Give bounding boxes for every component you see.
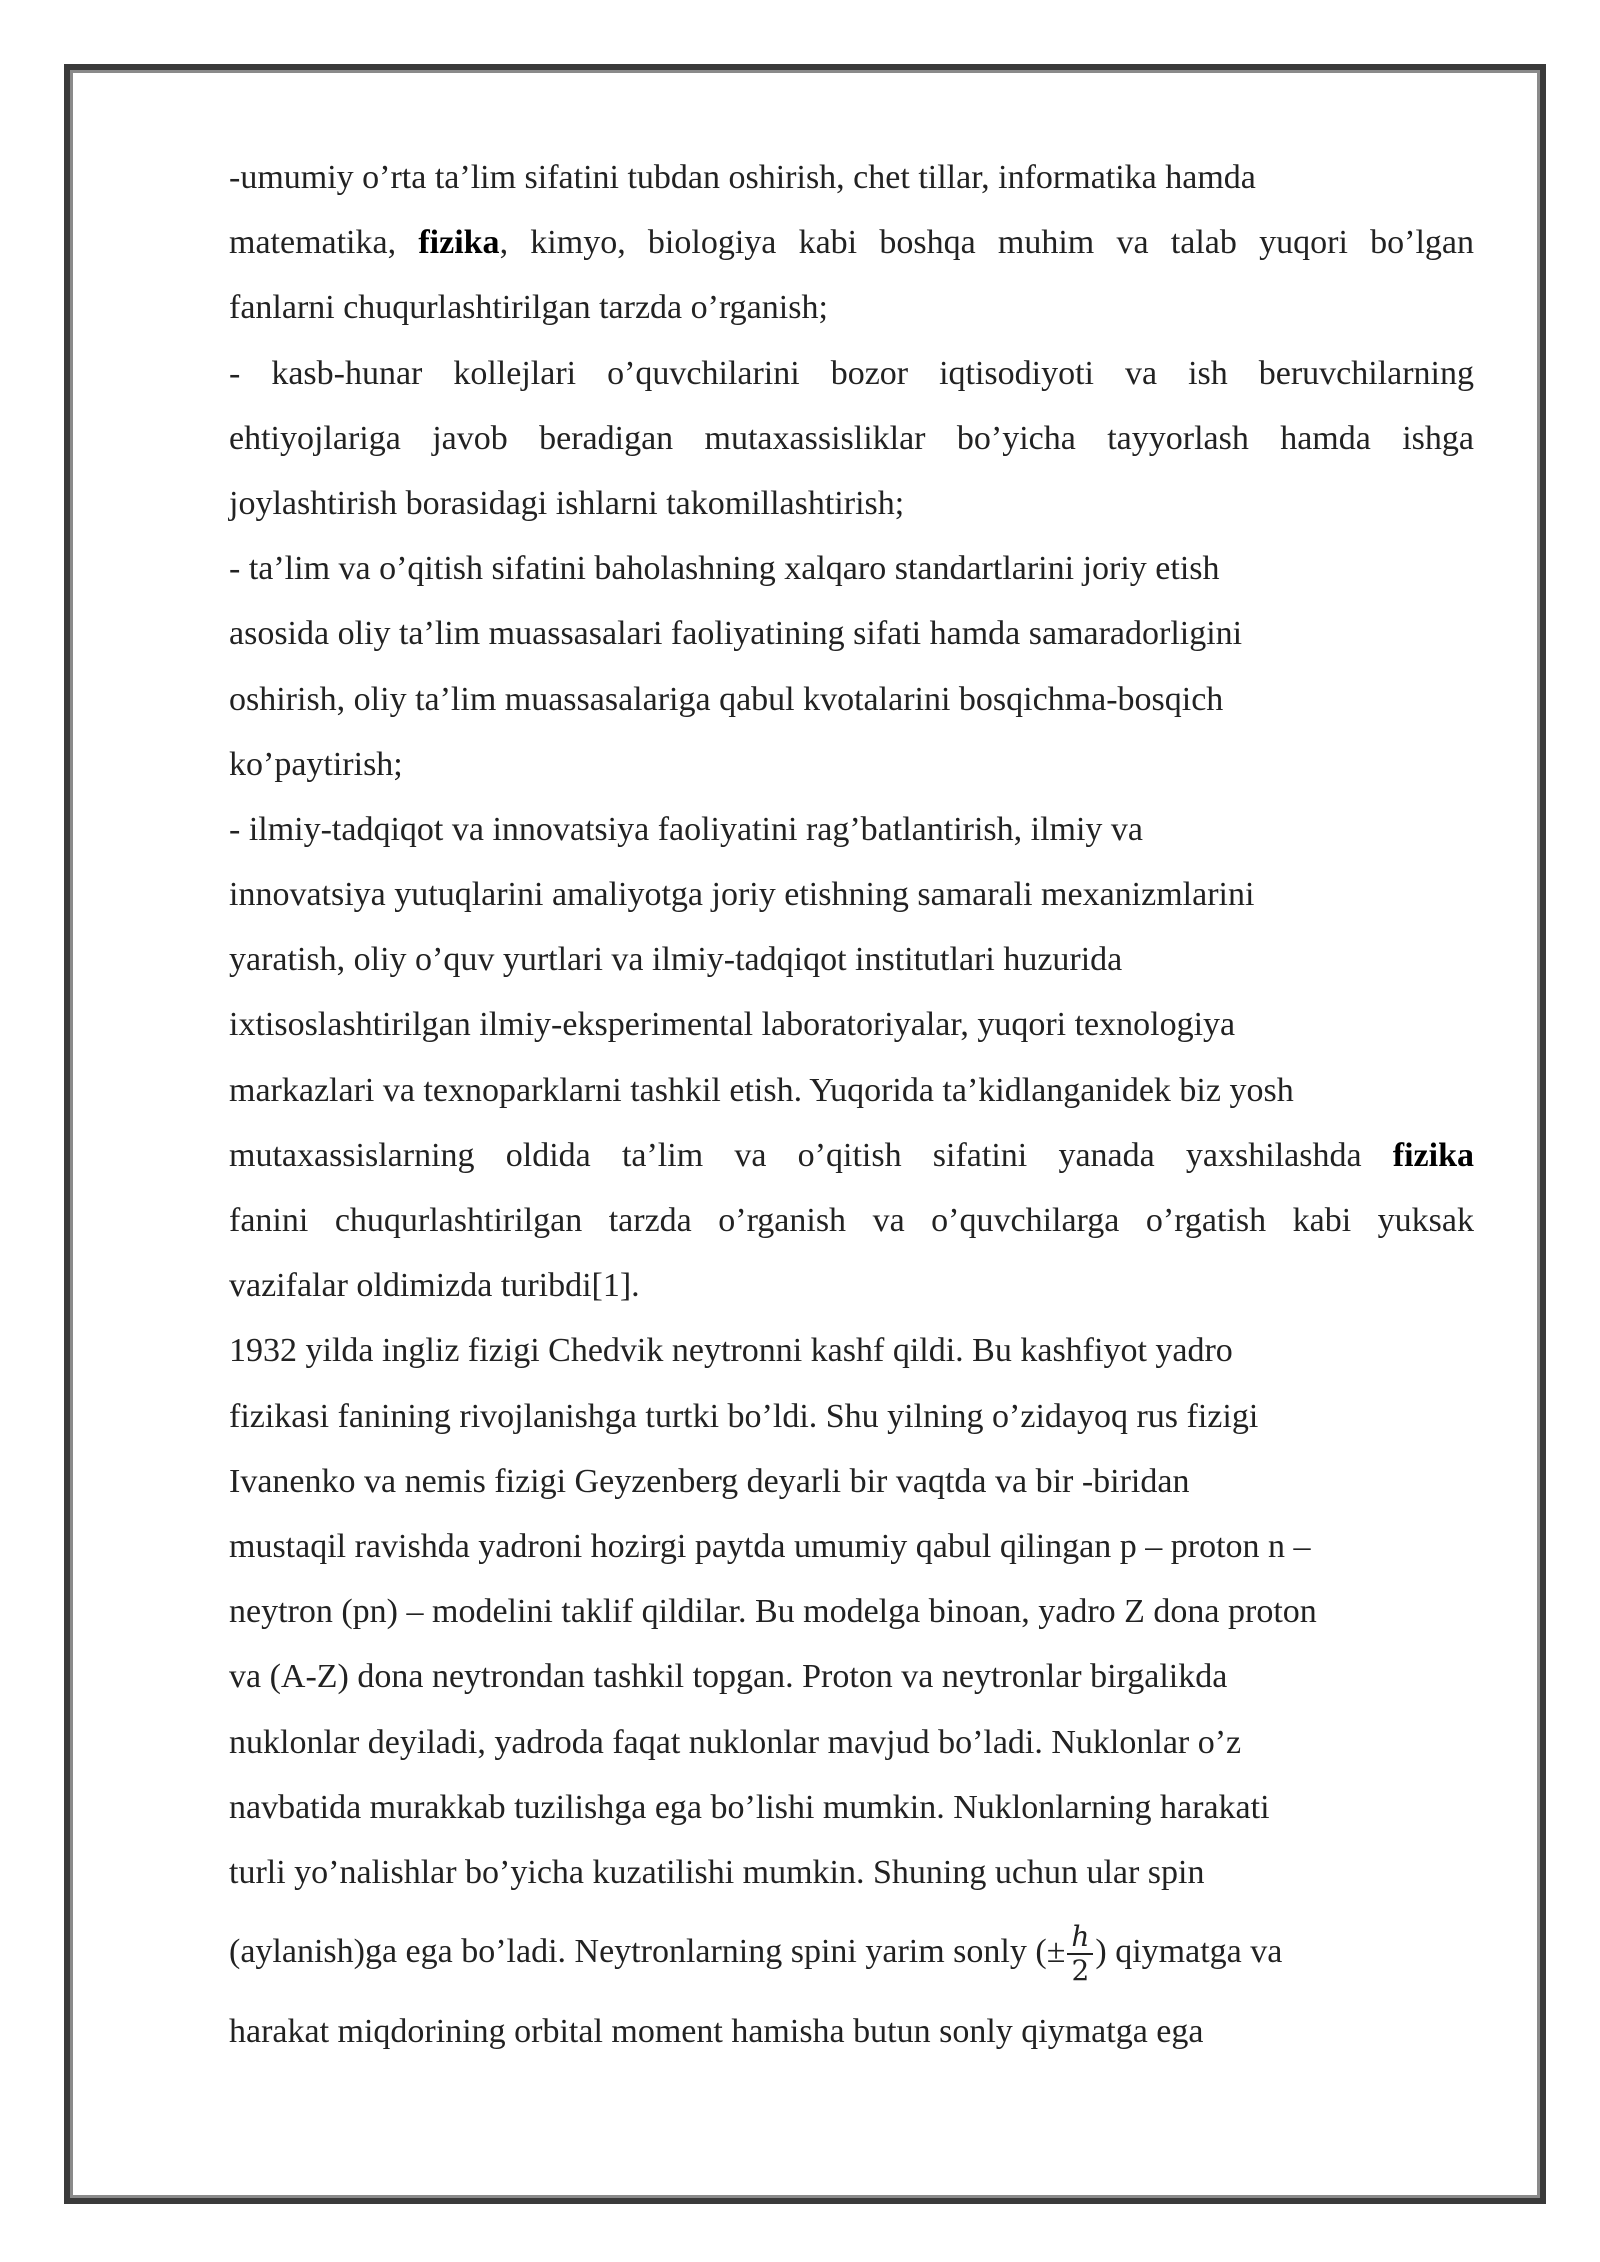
text-line [229,1579,1489,1644]
text-segment: ehtiyojlariga javob beradigan mutaxassisliklar bo’yicha tayyorlash hamda ishga [229,419,1474,457]
text-line [229,797,1489,862]
fraction-numerator: h [1067,1921,1093,1955]
text-segment: oshirish, oliy ta’lim muassasalariga qabul kvotalarini bosqichma-bosqich [229,680,1224,718]
text-segment: - ta’lim va o’qitish sifatini baholashning xalqaro standartlarini joriy etish [229,550,1220,588]
text-segment: - kasb-hunar kollejlari o’quvchilarini bozor iqtisodiyoti va ish beruvchilarning [229,354,1474,392]
text-segment: ko’paytirish; [229,745,403,783]
text-segment: nuklonlar deyiladi, yadroda faqat nuklonlar mavjud bo’ladi. Nuklonlar o’z [229,1723,1242,1761]
text-segment: fizikasi fanining rivojlanishga turtki bo’ldi. Shu yilning o’zidayoq rus fizigi [229,1397,1259,1435]
text-segment: mustaqil ravishda yadroni hozirgi paytda umumiy qabul qilingan p – proton n – [229,1527,1311,1565]
text-segment: 1932 yilda ingliz fizigi Chedvik neytronni kashf qildi. Bu kashfiyot yadro [229,1332,1233,1370]
bold-term: fizika [1392,1136,1474,1174]
text-line [229,1188,1474,1253]
text-line [229,601,1489,666]
text-line [229,732,1489,797]
text-line [229,275,1489,340]
text-segment: matematika, [229,224,419,262]
text-segment: qiymatga va [1106,1933,1283,1971]
text-line [229,1058,1489,1123]
text-segment: turli yo’nalishlar bo’yicha kuzatilishi mumkin. Shuning uchun ular spin [229,1853,1205,1891]
text-segment: asosida oliy ta’lim muassasalari faoliyatining sifati hamda samaradorligini [229,615,1243,653]
text-segment: markazlari va texnoparklarni tashkil etish. Yuqorida ta’kidlanganidek biz yosh [229,1071,1294,1109]
text-line [229,1449,1489,1514]
text-segment: fanini chuqurlashtirilgan tarzda o’rganish va o’quvchilarga o’rgatish kabi yuksak [229,1202,1474,1239]
document-body [229,145,1489,2064]
text-line: harakat miqdorining orbital moment hamisha butun sonly qiymatga ega [229,2013,1204,2051]
text-segment: joylashtirish borasidagi ishlarni takomillashtirish; [229,484,905,522]
text-segment: yaratish, oliy o’quv yurtlari va ilmiy-tadqiqot institutlari huzurida [229,941,1123,979]
text-segment: va (A-Z) dona neytrondan tashkil topgan. Proton va neytronlar birgalikda [229,1658,1228,1696]
bold-term: fizika [418,224,500,262]
text-line [229,1840,1489,1905]
text-segment: -umumiy o’rta ta’lim sifatini tubdan oshirish, chet tillar, informatika hamda [229,159,1256,196]
text-segment: navbatida murakkab tuzilishga ega bo’lishi mumkin. Nuklonlarning harakati [229,1788,1270,1826]
text-line [229,1318,1489,1383]
text-segment: , kimyo, biologiya kabi boshqa muhim va talab yuqori bo’lgan [499,224,1474,262]
text-line [229,992,1489,1057]
text-segment: fanlarni chuqurlashtirilgan tarzda o’rganish; [229,289,828,327]
text-line [229,927,1489,992]
text-segment: (aylanish)ga ega bo’ladi. Neytronlarning spini yarim sonly [229,1933,1036,1971]
text-line [229,1253,1489,1318]
math-text-line [229,1905,1489,1999]
text-line [229,406,1474,471]
text-line [229,1710,1489,1775]
fraction [1067,1921,1093,1987]
text-line [229,1775,1489,1840]
paren-open: ( [1035,1933,1047,1971]
text-line [229,536,1489,601]
text-line [229,341,1474,406]
text-segment: neytron (pn) – modelini taklif qildilar. Bu modelga binoan, yadro Z dona proton [229,1593,1317,1631]
text-line [229,1644,1489,1709]
paren-close: ) [1095,1933,1107,1971]
fraction-denominator: 2 [1071,1954,1090,1988]
text-line [229,471,1489,536]
text-line [229,210,1474,275]
text-line [229,1514,1489,1579]
text-segment: vazifalar oldimizda turibdi[1]. [229,1267,640,1305]
plus-minus-sign: ± [1046,1933,1066,1971]
text-line [229,145,1489,210]
text-segment: - ilmiy-tadqiqot va innovatsiya faoliyatini rag’batlantirish, ilmiy va [229,810,1144,848]
text-line [229,667,1489,732]
text-segment: ixtisoslashtirilgan ilmiy-eksperimental laboratoriyalar, yuqori texnologiya [229,1006,1236,1044]
text-line [229,862,1489,927]
text-line [229,1384,1489,1449]
text-segment: Ivanenko va nemis fizigi Geyzenberg deyarli bir vaqtda va bir -biridan [229,1462,1190,1500]
text-segment: mutaxassislarning oldida ta’lim va o’qitish sifatini yanada yaxshilashda [229,1136,1393,1174]
text-segment: innovatsiya yutuqlarini amaliyotga joriy etishning samarali mexanizmlarini [229,876,1255,914]
text-line [229,1123,1474,1188]
